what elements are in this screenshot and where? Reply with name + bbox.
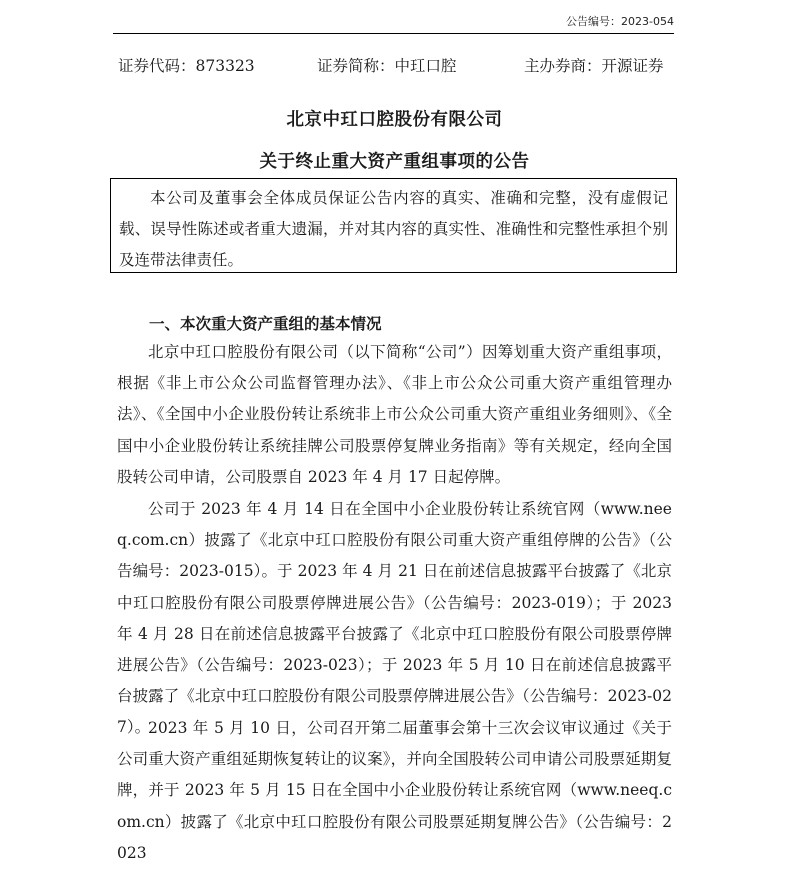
- body-paragraph-2: 公司于 2023 年 4 月 14 日在全国中小企业股份转让系统官网（www.neeq.com.cn）披露了《北京中玒口腔股份有限公司重大资产重组停牌的公告》（公告编号：2023-015）。于 2023 年 4 月 21 日在前述信息披露平台披露了《北京中玒口腔股份有限公司股票停牌进展公告》（公告编号：2023-019）；于 2023 年 4 月 28 日在前述信息披露平台披露了《北京中玒口腔股份有限公司股票停牌进展公告》（公告编号：2023-023）；于 2023 年 5 月 10 日在前述信息披露平台披露了《北京中玒口腔股份有限公司股票停牌进展公告》（公告编号：2023-027）。: [117, 500, 672, 737]
- company-name-title: 北京中玒口腔股份有限公司: [286, 110, 503, 130]
- disclaimer-box: 本公司及董事会全体成员保证公告内容的真实、准确和完整，没有虚假记载、误导性陈述或者重大遗漏，并对其内容的真实性、准确性和完整性承担个别及连带法律责任。: [110, 178, 677, 273]
- security-abbreviation: 证券简称：中玒口腔: [317, 57, 457, 75]
- security-code: 证券代码：873323: [118, 57, 255, 75]
- sponsor-broker: 主办券商：开源证券: [524, 57, 664, 75]
- header-divider: [113, 33, 674, 34]
- announcement-number: 公告编号：2023-054: [566, 15, 674, 28]
- section-heading: 一、本次重大资产重组的基本情况: [149, 314, 382, 333]
- body-paragraph-1: 北京中玒口腔股份有限公司（以下简称“公司”）因筹划重大资产重组事项，根据《非上市公众公司监督管理办法》、《非上市公众公司重大资产重组管理办法》、《全国中小企业股份转让系统非上市公众公司重大资产重组业务细则》、《全国中小企业股份转让系统挂牌公司股票停复牌业务指南》等有关规定，经向全国股转公司申请，公司股票自 2023 年 4 月 17 日起停牌。: [117, 343, 672, 486]
- document-title: 关于终止重大资产重组事项的公告: [259, 152, 530, 172]
- body-paragraph-3: 2023 年 5 月 10 日，公司召开第二届董事会第十三次会议审议通过《关于公司重大资产重组延期恢复转让的议案》，并向全国股转公司申请公司股票延期复牌，并于 2023 年 5 月 15 日在全国中小企业股份转让系统官网（www.neeq.com.cn）披露了《北京中玒口腔股份有限公司股票延期复牌公告》（公告编号：2023: [117, 719, 672, 862]
- security-info-line: [118, 54, 674, 76]
